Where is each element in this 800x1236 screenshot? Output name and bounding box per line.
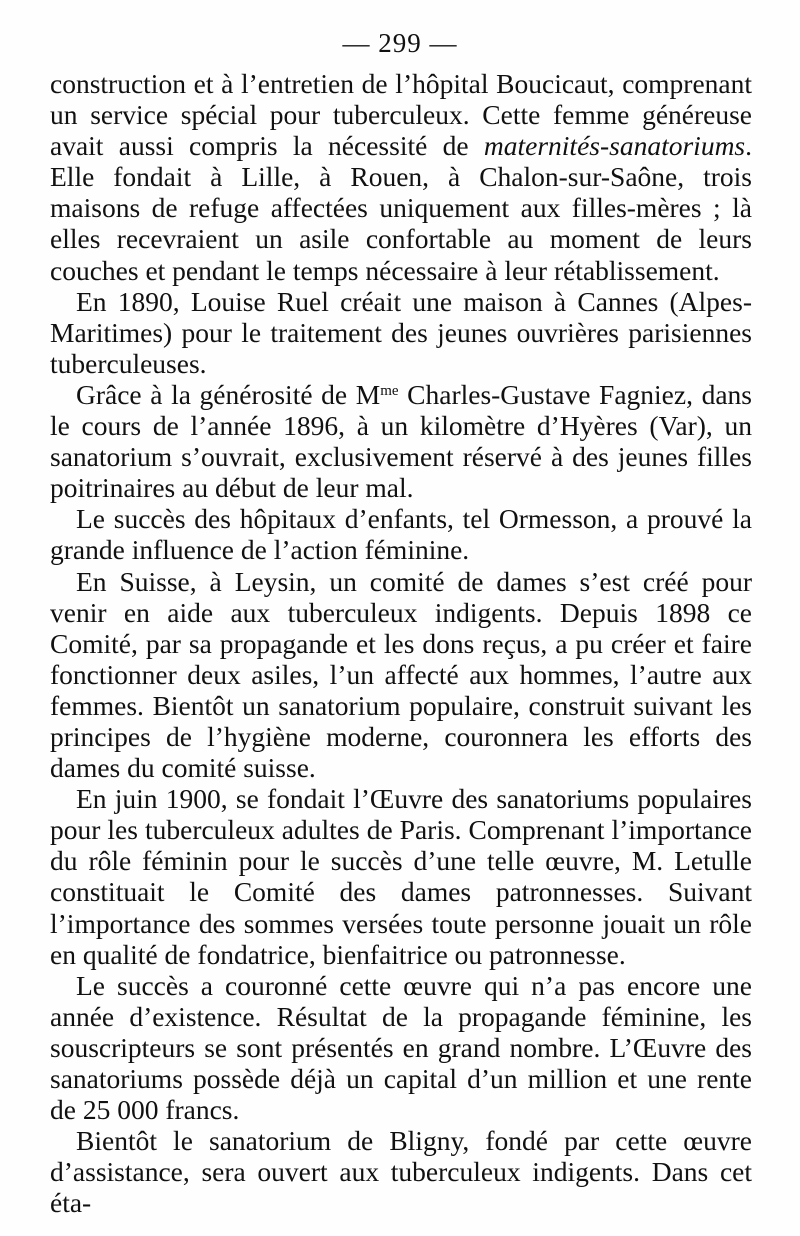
paragraph-3-text-a: Grâce à la générosité de M [76,378,381,410]
paragraph-3-superscript: me [380,382,399,399]
paragraph-1-italic-term: maternités-sanatoriums [483,130,746,162]
page-number: — 299 — [342,28,458,58]
paragraph-7: Le succès a couronné cette œuvre qui n’a pas encore une année d’existence. Résultat de la propagande féminine, les souscripteurs se sont présentés en grand nombre. L’Œuvre des sanatoriums possède déjà un capital d’un million et une rente de 25 000 francs. [50,969,752,1126]
paragraph-2: En 1890, Louise Ruel créait une maison à Cannes (Alpes-Maritimes) pour le traitement des jeunes ouvrières parisiennes tuberculeuses. [50,285,752,379]
paragraph-1-text-a: construction et à l’entretien de l’hôpital Boucicaut, comprenant un service spécial pour tuberculeux. Cette femme généreuse avait aussi compris la nécessité de [50,68,752,162]
paragraph-3 [50,379,752,503]
body-text [50,68,752,1218]
paragraph-3-text-b: Charles-Gustave Fagniez, dans le cours de l’année 1896, à un kilomètre d’Hyères (Var), un sanatorium s’ouvrait, exclusivement réservé à des jeunes filles poitrinaires au début de leur mal. [50,378,752,504]
paragraph-4: Le succès des hôpitaux d’enfants, tel Ormesson, a prouvé la grande influence de l’action féminine. [50,503,752,566]
paragraph-6: En juin 1900, se fondait l’Œuvre des sanatoriums populaires pour les tuberculeux adultes de Paris. Comprenant l’importance du rôle féminin pour le succès d’une telle œuvre, M. Letulle constituait le Comité des dames patronnesses. Suivant l’importance des sommes versées toute personne jouait un rôle en qualité de fondatrice, bienfaitrice ou patronnesse. [50,783,752,970]
paragraph-5: En Suisse, à Leysin, un comité de dames s’est créé pour venir en aide aux tuberculeux indigents. Depuis 1898 ce Comité, par sa propagande et les dons reçus, a pu créer et faire fonctionner deux asiles, l’un affecté aux hommes, l’autre aux femmes. Bientôt un sanatorium populaire, construit suivant les principes de l’hygiène moderne, couronnera les efforts des dames du comité suisse. [50,565,752,784]
paragraph-8: Bientôt le sanatorium de Bligny, fondé par cette œuvre d’assistance, sera ouvert aux tuberculeux indigents. Dans cet éta- [50,1125,752,1219]
paragraph-1-text-b: . Elle fondait à Lille, à Rouen, à Chalon-sur-Saône, trois maisons de refuge affectées uniquement aux filles-mères ; là elles recevraient un asile confortable au moment de leurs couches et pendant le temps nécessaire à leur rétablissement. [50,130,752,286]
paragraph-1 [50,68,752,286]
